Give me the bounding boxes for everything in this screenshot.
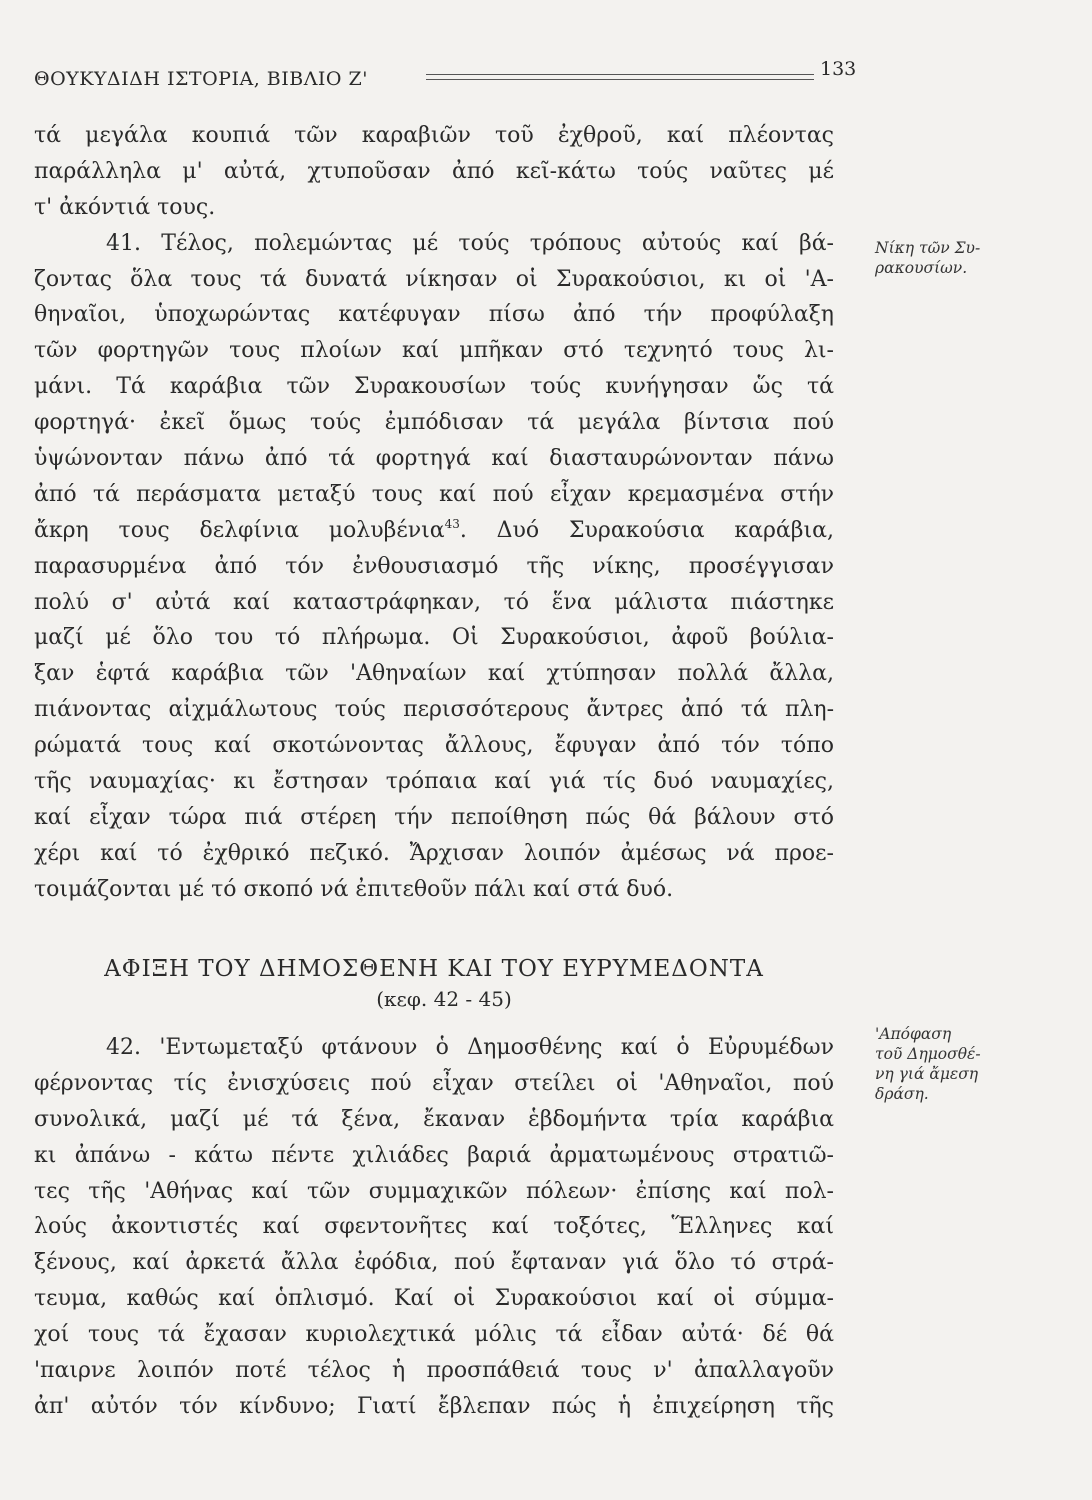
- margin-note-line: Νίκη τῶν Συ-: [875, 239, 981, 257]
- text-line: 42. 'Εντωμεταξύ φτάνουν ὁ Δημοσθένης καί ὁ Εὐρυμέδων: [106, 1035, 834, 1060]
- text-line: ρώματά τους καί σκοτώνοντας ἄλλους, ἔφυγαν ἀπό τόν τόπο: [34, 733, 834, 759]
- text-line: ξαν ἑφτά καράβια τῶν 'Αθηναίων καί χτύπησαν πολλά ἄλλα,: [34, 661, 834, 687]
- text-line: 41. Τέλος, πολεμώντας μέ τούς τρόπους αὐτούς καί βά-: [106, 230, 834, 256]
- margin-note-line: ρακουσίων.: [875, 259, 968, 277]
- section-heading: [34, 953, 834, 1013]
- line-text-before: ἄκρη τους δελφίνια μολυβένια: [34, 517, 445, 543]
- text-line: τῶν φορτηγῶν τους πλοίων καί μπῆκαν στό τεχνητό τους λι-: [34, 338, 834, 364]
- text-line: τευμα, καθώς καί ὁπλισμό. Καί οἱ Συρακούσιοι καί οἱ σύμμα-: [34, 1286, 834, 1312]
- text-line: κι ἀπάνω - κάτω πέντε χιλιάδες βαριά ἀρματωμένους στρατιῶ-: [34, 1142, 834, 1168]
- text-line: τες τῆς 'Αθήνας καί τῶν συμμαχικῶν πόλεων· ἐπίσης καί πολ-: [34, 1178, 834, 1204]
- text-line: ξένους, καί ἀρκετά ἄλλα ἐφόδια, πού ἔφταναν γιά ὅλο τό στρά-: [34, 1250, 834, 1276]
- footnote-marker[interactable]: 43: [444, 516, 460, 531]
- text-line: ὑψώνονταν πάνω ἀπό τά φορτηγά καί διασταυρώνονταν πάνω: [34, 446, 834, 472]
- text-line: λούς ἀκοντιστές καί σφεντονῆτες καί τοξότες, Ἕλληνες καί: [34, 1214, 834, 1240]
- running-header: [34, 58, 857, 94]
- page-number: 133: [820, 58, 857, 80]
- text-line: καί εἶχαν τώρα πιά στέρεη τήν πεποίθηση πώς θά βάλουν στό: [34, 804, 834, 830]
- margin-note-victory: [875, 238, 1050, 278]
- line-text-after: . Δυό Συρακούσια καράβια,: [459, 517, 834, 543]
- text-line: φέρνοντας τίς ἐνισχύσεις πού εἶχαν στείλει οἱ 'Αθηναῖοι, πού: [34, 1070, 834, 1096]
- header-double-rule: [426, 74, 814, 80]
- text-line: ἀπ' αὐτόν τόν κίνδυνο; Γιατί ἔβλεπαν πώς ἡ ἐπιχείρηση τῆς: [34, 1393, 834, 1419]
- text-line: πολύ σ' αὐτά καί καταστράφηκαν, τό ἕνα μάλιστα πιάστηκε: [34, 589, 834, 615]
- margin-note-line: νη γιά ἄμεση: [875, 1065, 979, 1083]
- text-line: παράλληλα μ' αὐτά, χτυποῦσαν ἀπό κεῖ-κάτω τούς ναῦτες μέ: [34, 158, 834, 184]
- text-line: τοιμάζονται μέ τό σκοπό νά ἐπιτεθοῦν πάλι καί στά δυό.: [34, 876, 674, 902]
- heading-chapters: (κεφ. 42 - 45): [376, 987, 512, 1011]
- margin-note-line: 'Απόφαση: [875, 1025, 952, 1043]
- margin-note-decision: [875, 1024, 1050, 1104]
- text-line: συνολικά, μαζί μέ τά ξένα, ἔκαναν ἑβδομήντα τρία καράβια: [34, 1106, 834, 1132]
- section-42-text: [34, 1030, 834, 1425]
- section-41-text: [34, 118, 834, 908]
- margin-note-line: τοῦ Δημοσθέ-: [875, 1045, 981, 1063]
- text-line: φορτηγά· ἐκεῖ ὅμως τούς ἐμπόδισαν τά μεγάλα βίντσια πού: [34, 410, 834, 436]
- text-line: θηναῖοι, ὑποχωρώντας κατέφυγαν πίσω ἀπό τήν προφύλαξη: [34, 302, 834, 328]
- text-line: πιάνοντας αἰχμάλωτους τούς περισσότερους ἄντρες ἀπό τά πλη-: [34, 697, 834, 723]
- text-line: μαζί μέ ὅλο του τό πλήρωμα. Οἱ Συρακούσιοι, ἀφοῦ βούλια-: [34, 625, 834, 651]
- text-line: 'παιρνε λοιπόν ποτέ τέλος ἡ προσπάθειά τους ν' ἀπαλλαγοῦν: [34, 1358, 834, 1384]
- text-line: χοί τους τά ἔχασαν κυριολεχτικά μόλις τά εἶδαν αὐτά· δέ θά: [34, 1322, 834, 1348]
- text-line: τά μεγάλα κουπιά τῶν καραβιῶν τοῦ ἐχθροῦ, καί πλέοντας: [34, 123, 834, 148]
- heading-title: ΑΦΙΞΗ ΤΟΥ ΔΗΜΟΣΘΕΝΗ ΚΑΙ ΤΟΥ ΕΥΡΥΜΕΔΟΝΤΑ: [104, 956, 764, 982]
- margin-note-line: δράση.: [875, 1085, 929, 1103]
- text-line-with-footnote: [34, 513, 834, 549]
- text-line: χέρι καί τό ἐχθρικό πεζικό. Ἄρχισαν λοιπόν ἀμέσως νά προε-: [34, 840, 834, 866]
- text-line: τ' ἀκόντιά τους.: [34, 194, 216, 220]
- running-title: ΘΟΥΚΥΔΙΔΗ ΙΣΤΟΡΙΑ, ΒΙΒΛΙΟ Ζ': [34, 68, 368, 90]
- text-line: παρασυρμένα ἀπό τόν ἐνθουσιασμό τῆς νίκης, προσέγγισαν: [34, 553, 834, 579]
- text-line: μάνι. Τά καράβια τῶν Συρακουσίων τούς κυνήγησαν ὥς τά: [34, 374, 834, 400]
- text-line: ἀπό τά περάσματα μεταξύ τους καί πού εἶχαν κρεμασμένα στήν: [34, 481, 834, 507]
- text-line: τῆς ναυμαχίας· κι ἔστησαν τρόπαια καί γιά τίς δυό ναυμαχίες,: [34, 769, 834, 795]
- text-line: ζοντας ὅλα τους τά δυνατά νίκησαν οἱ Συρακούσιοι, κι οἱ 'Α-: [34, 266, 834, 292]
